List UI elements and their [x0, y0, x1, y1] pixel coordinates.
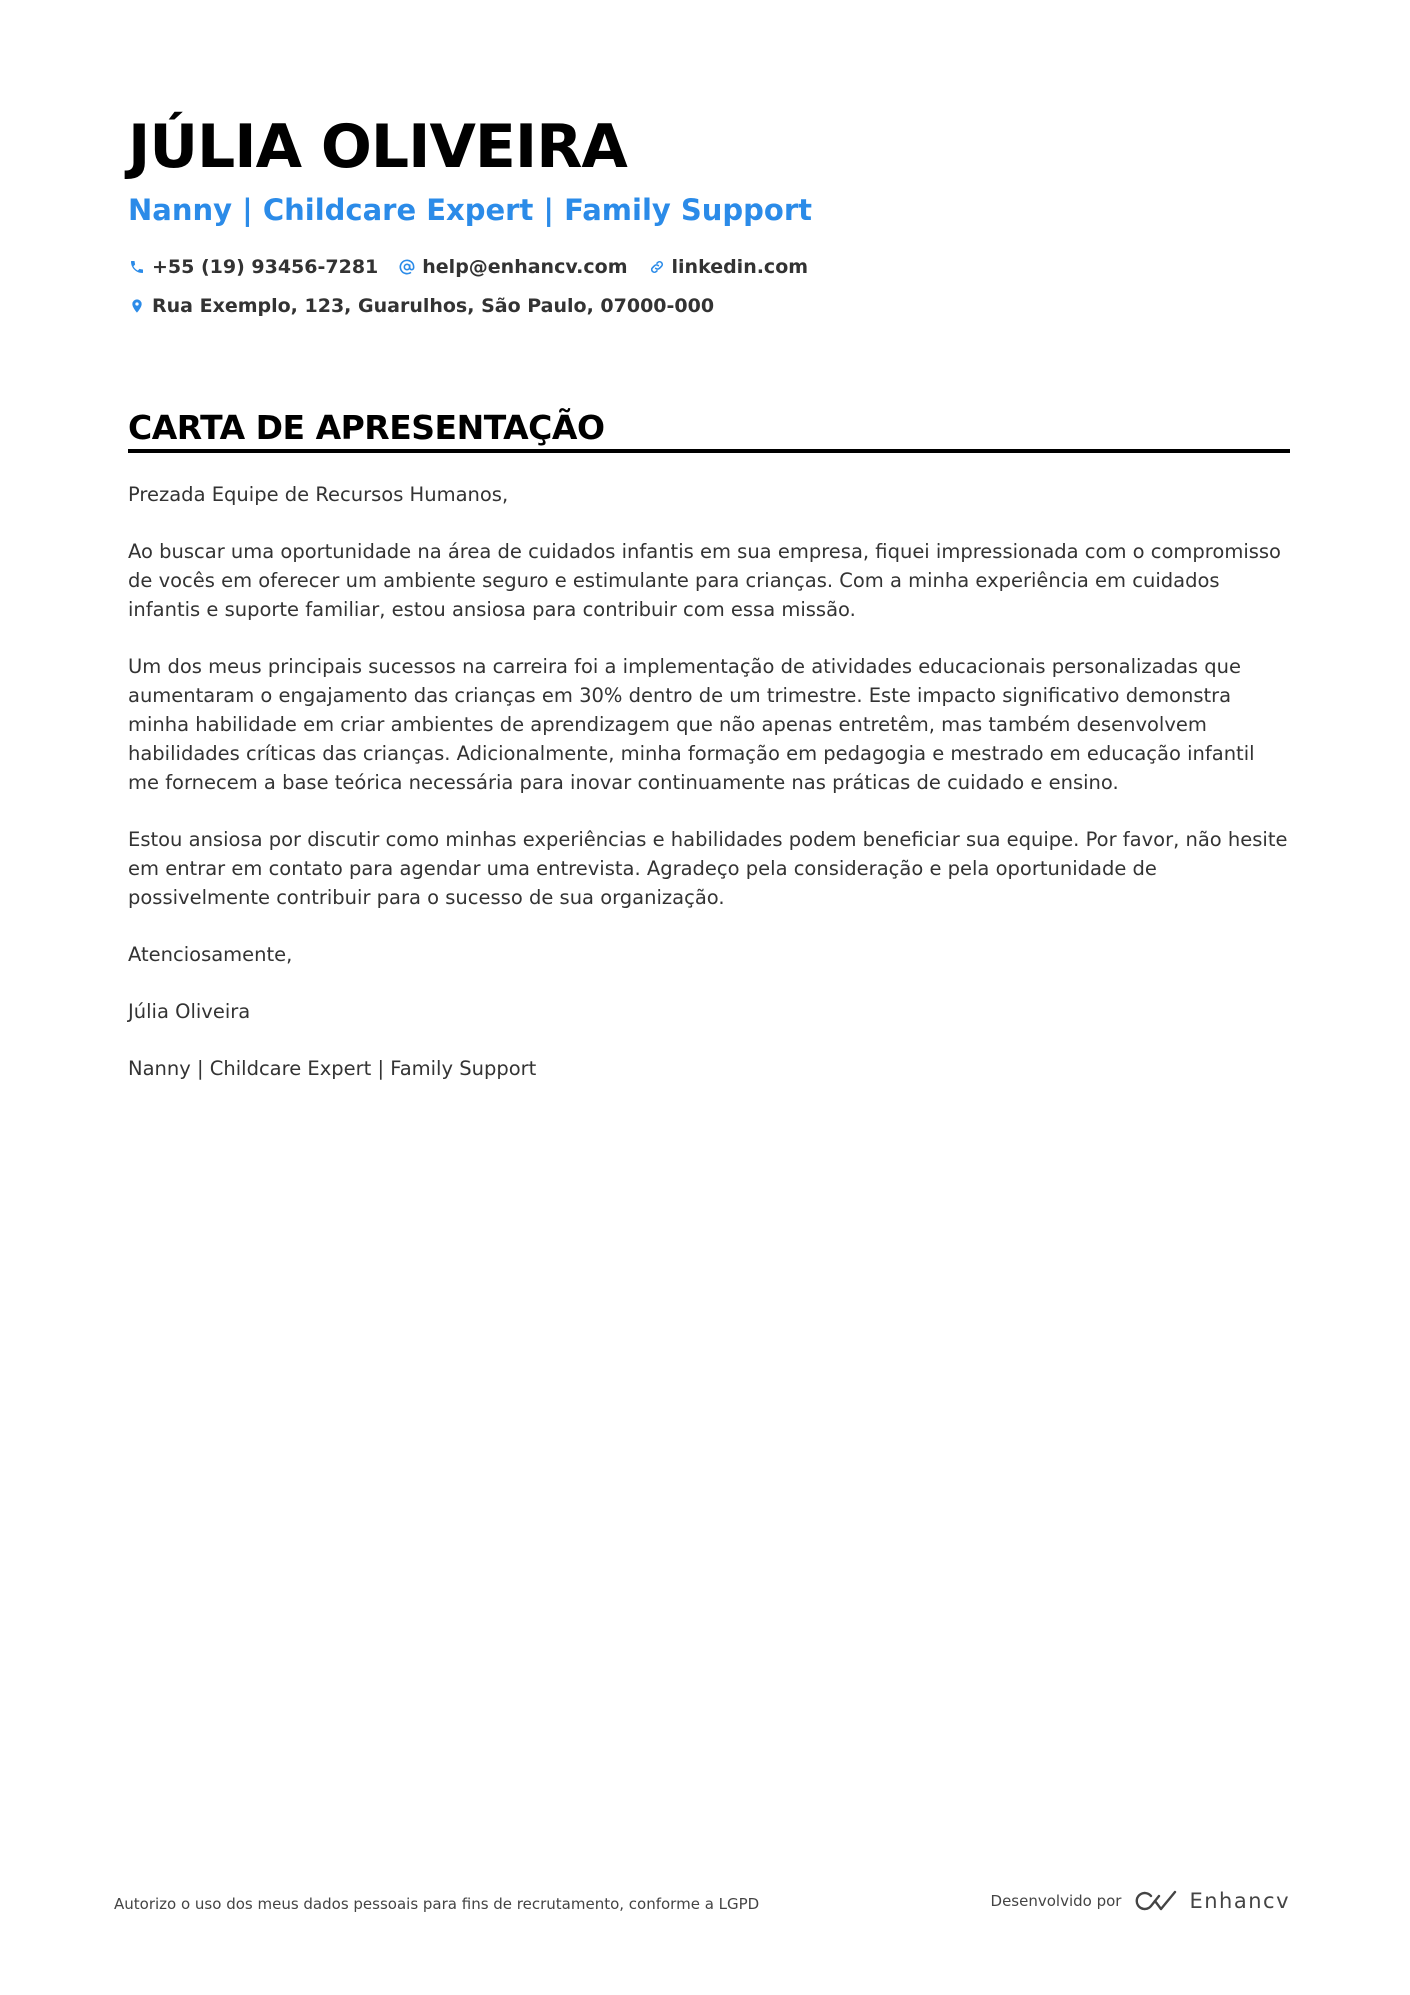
- at-icon: [398, 258, 416, 276]
- signature-title: Nanny | Childcare Expert | Family Support: [128, 1057, 537, 1080]
- phone-icon: [128, 258, 146, 276]
- letter-paragraph: Ao buscar uma oportunidade na área de cuidados infantis em sua empresa, fiquei impressionada com o compromisso de vocês em oferecer um ambiente seguro e estimulante para crianças. Com a minha experiência em cuidados infantis e suporte familiar, estou ansiosa para contribuir com essa missão.: [128, 540, 1281, 621]
- footer-consent: Autorizo o uso dos meus dados pessoais para fins de recrutamento, conforme a LGPD: [114, 1895, 760, 1913]
- linkedin-text[interactable]: linkedin.com: [671, 256, 809, 278]
- candidate-name: JÚLIA OLIVEIRA: [128, 112, 627, 182]
- address-text: Rua Exemplo, 123, Guarulhos, São Paulo, 07000-000: [152, 295, 715, 317]
- enhancv-logo[interactable]: [1133, 1888, 1290, 1914]
- section-divider: [128, 449, 1290, 453]
- letter-closing: Atenciosamente,: [128, 943, 293, 966]
- letter-body: [128, 480, 1290, 1111]
- enhancv-logo-icon: [1133, 1888, 1179, 1914]
- contact-email[interactable]: [398, 253, 627, 281]
- contact-phone: [128, 253, 378, 281]
- contact-row: [128, 253, 828, 281]
- letter-greeting: Prezada Equipe de Recursos Humanos,: [128, 483, 509, 506]
- contact-address: [128, 292, 714, 320]
- signature-name: Júlia Oliveira: [128, 1000, 251, 1023]
- contact-linkedin[interactable]: [648, 253, 809, 281]
- map-pin-icon: [128, 297, 146, 315]
- email-text[interactable]: help@enhancv.com: [422, 256, 628, 278]
- section-title: CARTA DE APRESENTAÇÃO: [128, 408, 605, 447]
- powered-by-label: Desenvolvido por: [990, 1892, 1122, 1910]
- enhancv-brand-text: Enhancv: [1189, 1889, 1290, 1913]
- phone-text: +55 (19) 93456-7281: [152, 256, 379, 278]
- address-row: [128, 292, 734, 320]
- candidate-title: Nanny | Childcare Expert | Family Support: [128, 193, 813, 227]
- footer-branding[interactable]: [991, 1888, 1290, 1914]
- letter-paragraph: Um dos meus principais sucessos na carreira foi a implementação de atividades educacionais personalizadas que aumentaram o engajamento das crianças em 30% dentro de um trimestre. Este impacto significativo demonstra minha habilidade em criar ambientes de aprendizagem que não apenas entretêm, mas também desenvolvem habilidades críticas das crianças. Adicionalmente, minha formação em pedagogia e mestrado em educação infantil me fornecem a base teórica necessária para inovar continuamente nas práticas de cuidado e ensino.: [128, 655, 1255, 794]
- link-icon: [648, 258, 666, 276]
- letter-paragraph: Estou ansiosa por discutir como minhas experiências e habilidades podem beneficiar sua equipe. Por favor, não hesite em entrar em contato para agendar uma entrevista. Agradeço pela consideração e pela oportunidade de possivelmente contribuir para o sucesso de sua organização.: [128, 828, 1288, 909]
